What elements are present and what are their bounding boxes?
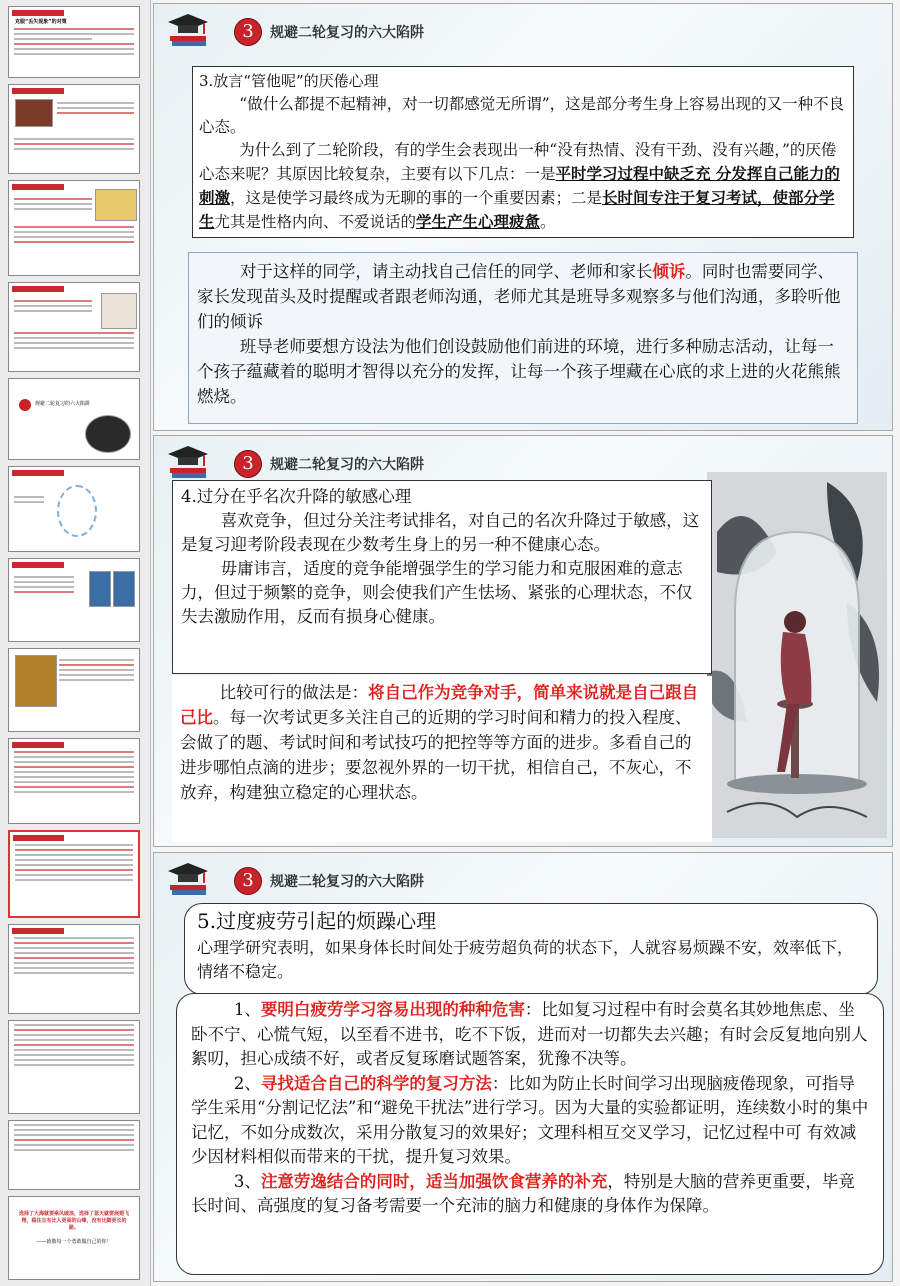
slide-thumbnail-7[interactable]: [8, 558, 140, 642]
slide-thumbnail-11[interactable]: [8, 924, 140, 1014]
slide-thumbnail-14[interactable]: [8, 1196, 140, 1280]
text-box-advice: [188, 252, 858, 424]
header-title: 规避二轮复习的六大陷阱: [270, 457, 424, 473]
underlined-text: 平时学习过程中缺乏充 分发挥自己能力的刺激: [199, 164, 840, 207]
slide-header: [162, 10, 562, 54]
paragraph-text: ：比如为防止长时间学习出现脑疲倦现象，可指导学生采用“分割记忆法”和“避免干扰法”进行学习。因为大量的实验都证明，连续数小时的集中记忆，不如分成数次，采用分散复习的效果好；文理科相互交叉学习，记忆过程中可 有效减少因材料相似而带来的干扰，提升复习效果。: [191, 1073, 869, 1166]
section-number-badge: 3: [234, 867, 262, 895]
text-box-advice: [172, 676, 712, 842]
slide-thumbnail-3[interactable]: [8, 180, 140, 276]
list-item: [191, 998, 869, 1072]
graduation-cap-icon: [166, 442, 210, 482]
paragraph-text: ：比如复习过程中有时会莫名其妙地焦虑、坐卧不宁、心慌气短，以至看不进书，吃不下饭，进而对一切都失去兴趣；有时会反复地向别人絮叨，担心成绩不好，或者反复琢磨试题答案，犹豫不决等。: [191, 1000, 868, 1068]
text-box-methods: [176, 993, 884, 1275]
paragraph-text: ，特别是大脑的营养更重要，毕竟长时间、高强度的复习备考需要一个充沛的脑力和健康的身体作为保障。: [191, 1171, 855, 1215]
paragraph-text: ，这是使学习最终成为无聊的事的一个重要因素；二是: [230, 189, 603, 207]
thumbnail-title: 克服“丢失现象”的对策: [15, 19, 67, 25]
slide-thumbnail-4[interactable]: [8, 282, 140, 372]
slide-thumbnail-5[interactable]: [8, 378, 140, 460]
section-number-badge: 3: [234, 18, 262, 46]
highlight-text: 注意劳逸结合的同时，适当加强饮食营养的补充: [260, 1171, 608, 1191]
slide-2: [153, 435, 893, 847]
highlight-text: 寻找适合自己的科学的复习方法: [260, 1073, 492, 1093]
paragraph: [199, 93, 847, 139]
section-heading: 5.过度疲劳引起的烦躁心理: [197, 909, 437, 933]
slide-header: [162, 859, 562, 903]
paragraph-text: 比较可行的做法是：: [219, 683, 369, 702]
list-item: [191, 1072, 869, 1170]
item-number: 3、: [233, 1171, 261, 1191]
paragraph: [197, 259, 849, 334]
highlight-text: 要明白疲劳学习容易出现的种种危害: [260, 1000, 525, 1019]
paragraph-text: 。: [540, 213, 556, 231]
graduation-cap-icon: [166, 859, 210, 899]
slide-thumbnail-9[interactable]: [8, 738, 140, 824]
woman-in-glass-dome-illustration: [707, 472, 887, 838]
list-item: [191, 1170, 869, 1219]
item-number: 1、: [233, 1000, 261, 1019]
paragraph-text: 喜欢竞争，但过分关注考试排名，对自己的名次升降过于敏感，这是复习迎考阶段表现在少数考生身上的另一种不健康心态。: [181, 511, 700, 554]
paragraph: [181, 509, 703, 557]
highlight-text: 倾诉: [652, 262, 686, 281]
paragraph: [199, 139, 847, 234]
header-title: 规避二轮复习的六大陷阱: [270, 25, 424, 41]
item-number: 2、: [233, 1073, 261, 1093]
slide-thumbnail-1[interactable]: [8, 6, 140, 78]
paragraph-text: 对于这样的同学，请主动找自己信任的同学、老师和家长: [239, 262, 653, 281]
paragraph-text: 班导老师要想方设法为他们创设鼓励他们前进的环境，进行多种励志活动，让每一个孩子蕴藏着的聪明才智得以充分的发挥，让每一个孩子埋藏在心底的求上进的火花熊熊燃烧。: [197, 337, 841, 406]
paragraph: [197, 334, 849, 409]
paragraph-text: 为什么到了二轮阶段，有的学生会表现出一种“没有热情、没有干劲、没有兴趣，”的厌倦心态来呢？其原因比较复杂，主要有以下几点：一是: [199, 141, 837, 183]
graduation-cap-icon: [166, 10, 210, 50]
slide-3: [153, 852, 893, 1282]
paragraph: [180, 680, 704, 805]
section-heading: 3.放言“管他呢”的厌倦心理: [199, 72, 379, 90]
paragraph-text: 。每一次考试更多关注自己的近期的学习时间和精力的投入程度、会做了的题、考试时间和考试技巧的把控等等方面的进步。多看自己的进步哪怕点滴的进步；要忽视外界的一切干扰，相信自己，不灰心，不放弃，构建独立稳定的心理状态。: [180, 708, 692, 802]
slide-thumbnail-12[interactable]: [8, 1020, 140, 1114]
slide-1: [153, 3, 893, 431]
underlined-text: 长时间专注于复习考试，使部分学生: [199, 188, 835, 231]
text-box-heading: [192, 66, 854, 238]
text-box-heading: [172, 480, 712, 674]
text-box-heading: [184, 903, 878, 995]
slide-thumbnail-6[interactable]: [8, 466, 140, 552]
paragraph: [197, 936, 865, 984]
thumbnail-quote: 选择了大海就要乘风破浪，选择了蓝天就要展翅飞翔，稳住且有比人更高的山峰，没有比脚更长的路。: [18, 1211, 129, 1231]
slide-thumbnail-10[interactable]: [8, 830, 140, 918]
slide-thumbnail-8[interactable]: [8, 648, 140, 732]
paragraph-text: “做什么都提不起精神，对一切都感觉无所谓”，这是部分考生身上容易出现的又一种不良心态。: [199, 95, 845, 136]
section-heading: 4.过分在乎名次升降的敏感心理: [181, 487, 412, 506]
slide-thumbnail-13[interactable]: [8, 1120, 140, 1190]
paragraph-text: 心理学研究表明，如果身体长时间处于疲劳超负荷的状态下，人就容易烦躁不安，效率低下，情绪不稳定。: [197, 938, 854, 981]
paragraph-text: 毋庸讳言，适度的竞争能增强学生的学习能力和克服困难的意志力，但过于频繁的竞争，则会使我们产生怯场、紧张的心理状态，不仅失去激励作用，反而有损身心健康。: [181, 559, 693, 626]
thumbnail-sign: ——致敬每一个勇敢做自己的你！: [36, 1239, 112, 1245]
highlight-text: 将自己作为竞争对手，简单来说就是自己跟自己比: [180, 683, 699, 727]
slide-thumbnail-2[interactable]: [8, 84, 140, 174]
header-title: 规避二轮复习的六大陷阱: [270, 874, 424, 890]
underlined-text: 学生产生心理疲惫: [416, 212, 541, 231]
paragraph-text: 。同时也需要同学、家长发现苗头及时提醒或者跟老师沟通，老师尤其是班导多观察多与他们沟通，多聆听他们的倾诉: [197, 262, 841, 331]
thumbnail-title: 规避二轮复习的六大陷阱: [35, 401, 91, 407]
paragraph-text: 尤其是性格内向、不爱说话的: [214, 213, 417, 231]
paragraph: [181, 557, 703, 629]
section-number-badge: 3: [234, 450, 262, 478]
slide-thumbnail-panel: [0, 0, 151, 1286]
